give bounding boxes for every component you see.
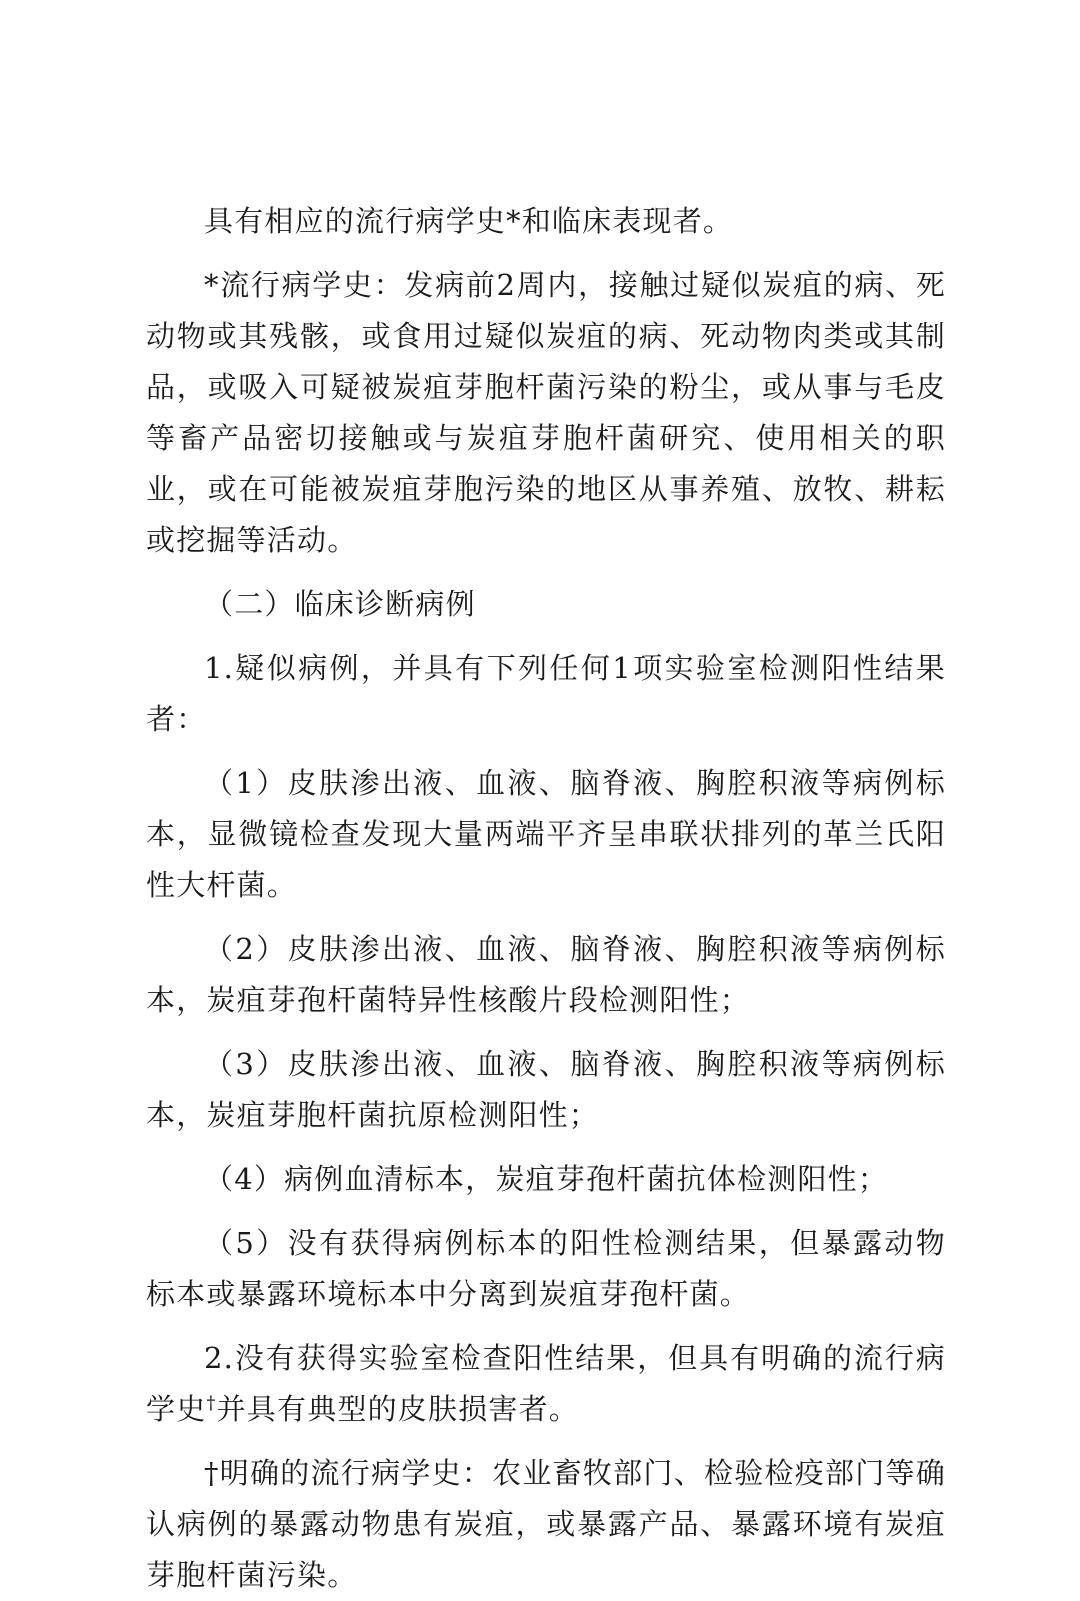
- paragraph-item-2: （2）皮肤渗出液、血液、脑脊液、胸腔积液等病例标本，炭疽芽孢杆菌特异性核酸片段检测阳性；: [146, 932, 946, 1017]
- paragraph-epidemiological-history: *流行病学史：发病前2周内，接触过疑似炭疽的病、死动物或其残骸，或食用过疑似炭疽的病、死动物肉类或其制品，或吸入可疑被炭疽芽胞杆菌污染的粉尘，或从事与毛皮等畜产品密切接触或与炭疽芽胞杆菌研究、使用相关的职业，或在可能被炭疽芽胞污染的地区从事养殖、放牧、耕耘或挖掘等活动。: [146, 268, 946, 557]
- paragraph-confirmed-epidemiological-history: †明确的流行病学史：农业畜牧部门、检验检疫部门等确认病例的暴露动物患有炭疽，或暴露产品、暴露环境有炭疽芽胞杆菌污染。: [146, 1456, 946, 1592]
- paragraph-no-lab-result: [146, 1333, 946, 1435]
- paragraph-no-lab-result-part1: 2.没有获得实验室检查阳性结果，但具有明确的流行病学史: [146, 1341, 946, 1426]
- paragraph-item-1: （1）皮肤渗出液、血液、脑脊液、胸腔积液等病例标本，显微镜检查发现大量两端平齐呈串联状排列的革兰氏阳性大杆菌。: [146, 766, 946, 902]
- paragraph-no-lab-result-part2: 并具有典型的皮肤损害者。: [216, 1392, 580, 1426]
- paragraph-criteria: 具有相应的流行病学史*和临床表现者。: [204, 204, 734, 238]
- paragraph-item-3: （3）皮肤渗出液、血液、脑脊液、胸腔积液等病例标本，炭疽芽胞杆菌抗原检测阳性；: [146, 1047, 946, 1132]
- document-body: [146, 196, 946, 1601]
- paragraph-item-5: （5）没有获得病例标本的阳性检测结果，但暴露动物标本或暴露环境标本中分离到炭疽芽孢杆菌。: [146, 1226, 946, 1311]
- dagger-mark: †: [206, 1392, 217, 1414]
- paragraph-suspected-case: 1.疑似病例，并具有下列任何1项实验室检测阳性结果者：: [146, 651, 946, 736]
- paragraph-item-4: （4）病例血清标本，炭疽芽孢杆菌抗体检测阳性；: [204, 1162, 889, 1196]
- section-heading-clinical-diagnosis: （二）临床诊断病例: [204, 587, 476, 621]
